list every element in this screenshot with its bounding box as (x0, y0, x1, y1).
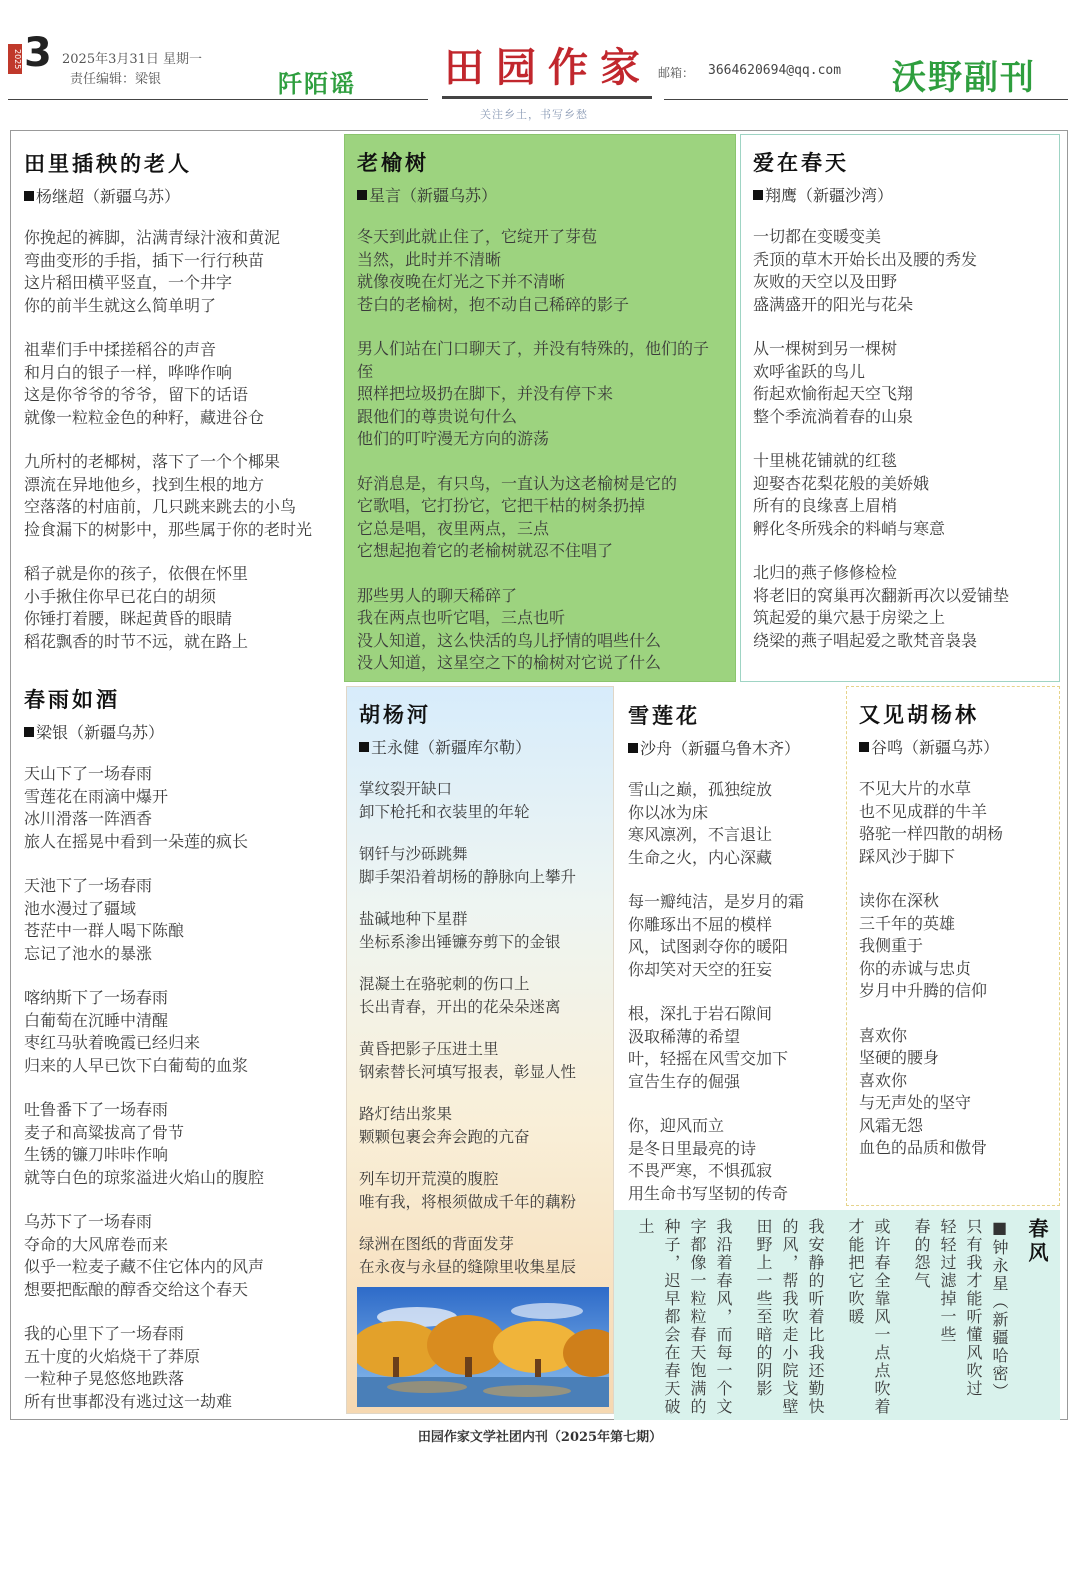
poem-line: 喜欢你 (859, 1025, 908, 1045)
stanza (24, 1211, 332, 1301)
poem-line: 它歌唱，它打扮它，它把干枯的树条扔掉 (357, 496, 646, 515)
poem-chunyu-rujiu (12, 672, 344, 1420)
poem-youjian-huyanglin (846, 686, 1060, 1206)
poem-line: 乌苏下了一场春雨 (24, 1212, 153, 1231)
page-footer: 田园作家文学社团内刊（2025年第七期） (417, 1430, 663, 1445)
poem-author-text: 杨继超（新疆乌苏） (36, 187, 181, 206)
poem-line: 与无声处的坚守 (859, 1093, 972, 1112)
paper-slogan: 关注乡土，书写乡愁 (480, 108, 588, 121)
square-bullet-icon (357, 190, 367, 200)
poem-line: 你的赤诚与忠贞 (859, 958, 972, 978)
poem-author (359, 735, 601, 758)
poem-line: 列车切开荒漠的腹腔 (359, 1170, 499, 1188)
poem-line: 十里桃花铺就的红毯 (753, 451, 898, 470)
poem-line: 白葡萄在沉睡中清醒 (24, 1010, 169, 1030)
poem-title: 爱在春天 (753, 151, 849, 175)
stanza (359, 778, 601, 823)
poem-author-text: 沙舟（新疆乌鲁木齐） (640, 739, 801, 758)
poem-line: 没人知道，这星空之下的榆树对它说了什么 (357, 653, 662, 672)
poem-huyang-he (346, 686, 614, 1414)
poem-line: 字都像一粒粒春天饱满的 (688, 1218, 707, 1416)
poem-line: 汲取稀薄的希望 (628, 1026, 741, 1046)
poem-author-text: 谷鸣（新疆乌苏） (871, 738, 1000, 757)
poem-line: 小手揪住你早已花白的胡须 (24, 586, 217, 606)
square-bullet-icon (753, 190, 763, 200)
poem-line: 卸下枪托和衣装里的年轮 (359, 802, 530, 821)
poem-line: 绕梁的燕子唱起爱之歌梵音袅袅 (753, 630, 978, 650)
vertical-poem (634, 1218, 1052, 1414)
poem-line: 男人们站在门口聊天了，并没有特殊的，他们的子 (357, 339, 710, 358)
poem-line: 灰败的天空以及田野 (753, 272, 898, 291)
poem-title: 又见胡杨林 (859, 703, 979, 727)
poem-lao-yushu (344, 134, 736, 682)
stanza (628, 1115, 830, 1205)
stanza (357, 585, 723, 675)
poem-line: 雪莲花在雨滴中爆开 (24, 786, 169, 806)
poem-line: 苍白的老榆树，抱不动自己稀碎的影子 (357, 294, 630, 314)
poem-line: 田野上一些至暗的阴影 (754, 1218, 773, 1398)
poem-line: 骆驼一样四散的胡杨 (859, 824, 1004, 843)
stanza-gap (830, 1218, 840, 1414)
stanza (24, 1099, 332, 1189)
poem-line: 坚硬的腰身 (859, 1048, 940, 1067)
poem-line: 我在两点也听它唱，三点也听 (357, 608, 566, 627)
poem-line: 是冬日里最亮的诗 (628, 1138, 757, 1158)
page-number: 3 (24, 30, 52, 76)
poem-line: 好消息是，有只鸟，一直认为这老榆树是它的 (357, 473, 678, 493)
square-bullet-icon: ■ (990, 1218, 1009, 1239)
poem-line: 你雕琢出不屈的模样 (628, 914, 773, 934)
poem-line: 也不见成群的牛羊 (859, 801, 988, 821)
poem-line: 当然，此时并不清晰 (357, 249, 502, 269)
poem-line: 一粒种子晃悠悠地跌落 (24, 1369, 185, 1388)
stanza (859, 778, 1047, 868)
poem-line: 麦子和高粱拔高了骨节 (24, 1122, 185, 1142)
poem-line: 空落落的村庙前，几只跳来跳去的小鸟 (24, 497, 297, 516)
poem-line: 春的怨气 (912, 1218, 931, 1290)
stanza (24, 763, 332, 853)
stanza (24, 875, 332, 965)
poem-line: 漂流在异地他乡，找到生根的地方 (24, 474, 265, 494)
square-bullet-icon (628, 743, 638, 753)
poem-line: 所有的良缘喜上眉梢 (753, 496, 898, 515)
poem-author-text: 钟永星（新疆哈密） (990, 1239, 1009, 1401)
editor-credit: 责任编辑：梁银 (70, 72, 162, 87)
poem-line: 岁月中升腾的信仰 (859, 981, 988, 1000)
poem-author-text: 梁银（新疆乌苏） (36, 723, 165, 742)
title-underline (442, 96, 652, 99)
poem-line: 就等白色的琼浆溢进火焰山的腹腔 (24, 1167, 265, 1187)
poem-author (24, 184, 332, 207)
poem-line: 天池下了一场春雨 (24, 876, 153, 895)
poem-body (357, 226, 723, 675)
stanza (359, 843, 601, 888)
poem-line: 每一瓣纯洁，是岁月的霜 (628, 892, 805, 911)
poem-line: 夺命的大风席卷而来 (24, 1234, 169, 1254)
poem-line: 掌纹裂开缺口 (359, 780, 453, 798)
poem-author (859, 735, 1047, 758)
poem-line: 盐碱地种下星群 (359, 910, 468, 928)
poem-title: 雪莲花 (628, 704, 700, 728)
stanza (359, 973, 601, 1018)
poem-line: 苍茫中一群人喝下陈酿 (24, 921, 185, 940)
stanza (359, 1103, 601, 1148)
poem-line: 吐鲁番下了一场春雨 (24, 1100, 169, 1119)
poem-line: 一切都在变暖变美 (753, 227, 882, 246)
poem-title: 春雨如酒 (24, 688, 120, 712)
email-label: 邮箱： (658, 66, 695, 80)
poem-body (359, 778, 601, 1278)
poem-line: 迎娶杏花梨花般的美娇娥 (753, 473, 930, 493)
email-address[interactable]: 3664620694@qq.com (708, 63, 842, 78)
poem-body (859, 778, 1047, 1160)
poem-title: 田里插秧的老人 (24, 152, 192, 176)
poem-line: 我的心里下了一场春雨 (24, 1324, 185, 1343)
poem-line: 钢索替长河填写报表，彰显人性 (359, 1062, 577, 1081)
poem-line: 所有世事都没有逃过这一劫难 (24, 1391, 233, 1411)
stanza (24, 563, 332, 653)
stanza (24, 339, 332, 429)
poem-line: 混凝土在骆驼刺的伤口上 (359, 975, 530, 993)
poem-line: 没人知道，这么快活的鸟儿抒情的唱些什么 (357, 630, 662, 650)
issue-date: 2025年3月31日 星期一 (62, 52, 203, 67)
poem-line: 冰川滑落一阵酒香 (24, 809, 153, 828)
poem-title: 春风 (1025, 1218, 1049, 1266)
poem-line: 五十度的火焰烧干了莽原 (24, 1346, 201, 1366)
poem-line: 这片稻田横平竖直，一个井字 (24, 273, 233, 292)
stanza (359, 1233, 601, 1278)
stanza (753, 338, 1047, 428)
poem-line: 喜欢你 (859, 1070, 908, 1090)
poem-xuelian-hua (616, 688, 842, 1208)
poem-line: 你锤打着腰，眯起黄昏的眼睛 (24, 609, 233, 628)
poem-author-text: 王永健（新疆库尔勒） (371, 738, 532, 757)
poem-ai-zai-chuntian (740, 134, 1060, 682)
poem-line: 你却笑对天空的狂妄 (628, 959, 773, 979)
poem-line: 秃顶的草木开始长出及腰的秀发 (753, 249, 978, 269)
stanza (628, 779, 830, 869)
poem-author (628, 736, 830, 759)
poem-line: 似乎一粒麦子藏不住它体内的风声 (24, 1257, 265, 1276)
poem-line: 血色的品质和傲骨 (859, 1138, 988, 1157)
poem-line: 黄昏把影子压进土里 (359, 1040, 499, 1058)
square-bullet-icon (359, 742, 369, 752)
poem-line: 将老旧的窝巢再次翻新再次以爱铺垫 (753, 585, 1010, 605)
poem-line: 风，试图剥夺你的暖阳 (628, 937, 789, 956)
stanza (24, 227, 332, 317)
poem-line: 孵化冬所残余的料峭与寒意 (753, 518, 946, 538)
poem-line: 枣红马驮着晚霞已经归来 (24, 1033, 201, 1052)
poem-line: 稻子就是你的孩子，依偎在怀里 (24, 564, 249, 583)
poem-line: 我沿着春风，而每一个文 (714, 1218, 733, 1416)
poem-line: 颗颗包裹会奔会跑的亢奋 (359, 1127, 530, 1146)
square-bullet-icon (24, 727, 34, 737)
poem-line: 三千年的英雄 (859, 913, 956, 933)
poem-body (24, 227, 332, 653)
poem-line: 叶，轻摇在风雪交加下 (628, 1049, 789, 1068)
column-brand: 阡陌谣 (278, 69, 356, 98)
poem-line: 土 (636, 1218, 655, 1236)
stanza (359, 908, 601, 953)
poem-line: 你的前半生就这么简单明了 (24, 295, 217, 315)
stanza (753, 562, 1047, 652)
poem-author-text: 翔鹰（新疆沙湾） (765, 186, 894, 205)
stanza-gap (896, 1218, 906, 1414)
stanza (359, 1038, 601, 1083)
poem-line: 北归的燕子修修检检 (753, 563, 898, 582)
poem-line: 雪山之巅，孤独绽放 (628, 780, 773, 799)
poem-author (24, 720, 332, 743)
poem-line: 就像夜晚在灯光之下并不清晰 (357, 272, 566, 291)
poem-line: 脚手架沿着胡杨的静脉向上攀升 (359, 867, 577, 886)
poem-body (628, 779, 830, 1205)
poem-title: 胡杨河 (359, 703, 431, 727)
poem-line: 筑起爱的巢穴悬于房梁之上 (753, 608, 946, 627)
poem-line: 归来的人早已饮下白葡萄的血浆 (24, 1055, 249, 1075)
poem-line: 我侧重于 (859, 936, 924, 955)
poem-line: 喀纳斯下了一场春雨 (24, 988, 169, 1007)
poem-line: 踩风沙于脚下 (859, 846, 956, 866)
stanza (24, 987, 332, 1077)
poem-line: 长出青春，开出的花朵朵迷离 (359, 997, 561, 1016)
supplement-title: 沃野副刊 (892, 58, 1036, 98)
poem-line: 坐标系渗出锤镰夯剪下的金银 (359, 932, 561, 951)
poem-line: 天山下了一场春雨 (24, 764, 153, 783)
poem-line: 这是你爷爷的爷爷，留下的话语 (24, 385, 249, 404)
poem-line: 他们的叮咛漫无方向的游荡 (357, 429, 550, 448)
poem-line: 想要把酝酿的醇香交给这个春天 (24, 1279, 249, 1299)
poem-line: 你，迎风而立 (628, 1116, 725, 1135)
poem-line: 和月白的银子一样，哗哗作响 (24, 362, 233, 382)
poplar-forest-photo (357, 1287, 609, 1407)
poem-line: 整个季流淌着春的山泉 (753, 406, 914, 426)
poem-line: 种子，迟早都会在春天破 (662, 1218, 681, 1416)
poem-line: 风霜无怨 (859, 1115, 924, 1135)
poem-line: 在永夜与永昼的缝隙里收集星辰 (359, 1257, 577, 1276)
poem-line: 只有我才能听懂风吹过 (964, 1218, 983, 1398)
poem-line: 衔起欢愉衔起天空飞翔 (753, 384, 914, 403)
poem-line: 你挽起的裤脚，沾满青绿汁液和黄泥 (24, 228, 281, 247)
poem-line: 钢钎与沙砾跳舞 (359, 845, 468, 863)
paper-title: 田园作家 (444, 44, 652, 91)
poem-line: 你以冰为床 (628, 802, 709, 822)
poem-line: 我安静的听着比我还勤快 (806, 1218, 825, 1416)
poem-body (24, 763, 332, 1413)
poem-body (753, 226, 1047, 652)
stanza (357, 226, 723, 316)
poem-line: 生锈的镰刀咔咔作响 (24, 1145, 169, 1164)
stanza (24, 1323, 332, 1413)
poem-title: 老榆树 (357, 151, 429, 175)
stanza (628, 1003, 830, 1093)
poem-line: 九所村的老椰树，落下了一个个椰果 (24, 452, 281, 471)
poem-line: 捡食漏下的树影中，那些属于你的老时光 (24, 519, 313, 539)
poem-author-text: 星言（新疆乌苏） (369, 186, 498, 205)
poem-line: 侄 (357, 361, 374, 381)
issue-tag: 2025 (8, 44, 22, 74)
poem-line: 池水漫过了疆域 (24, 898, 137, 918)
masthead (0, 0, 1080, 125)
header-rule-right (664, 99, 1068, 100)
square-bullet-icon (859, 742, 869, 752)
header-rule-left (8, 99, 428, 100)
poem-line: 照样把垃圾扔在脚下，并没有停下来 (357, 384, 614, 403)
poem-line: 祖辈们手中揉搓稻谷的声音 (24, 340, 217, 359)
stanza (753, 226, 1047, 316)
poem-line: 才能把它吹暖 (846, 1218, 865, 1326)
poem-author (357, 183, 723, 206)
poem-line: 的风，帮我吹走小院戈壁 (780, 1218, 799, 1416)
stanza (753, 450, 1047, 540)
poem-line: 寒风凛冽，不言退让 (628, 825, 773, 844)
square-bullet-icon (24, 191, 34, 201)
stanza (357, 338, 723, 451)
poem-line: 从一棵树到另一棵树 (753, 339, 898, 358)
poem-tianli-chayang (12, 136, 344, 664)
stanza-gap (738, 1218, 748, 1414)
poem-line: 轻轻过滤掉一些 (938, 1218, 957, 1344)
poem-line: 就像一粒粒金色的种籽，藏进谷仓 (24, 407, 265, 427)
stanza (359, 1168, 601, 1213)
poem-line: 不见大片的水草 (859, 779, 972, 798)
poem-line: 路灯结出浆果 (359, 1105, 453, 1123)
poem-line: 那些男人的聊天稀碎了 (357, 585, 518, 605)
poem-line: 弯曲变形的手指，插下一行行秧苗 (24, 250, 265, 270)
poem-chunfeng (614, 1210, 1060, 1420)
poem-line: 用生命书写坚韧的传奇 (628, 1183, 789, 1203)
stanza (628, 891, 830, 981)
poem-line: 它总是唱，夜里两点，三点 (357, 518, 550, 538)
stanza (24, 451, 332, 541)
poem-line: 生命之火，内心深藏 (628, 847, 773, 867)
poem-line: 不畏严寒，不惧孤寂 (628, 1161, 773, 1180)
poem-line: 根，深扎于岩石隙间 (628, 1004, 773, 1023)
poem-line: 它想起抱着它的老榆树就忍不住唱了 (357, 541, 614, 560)
poem-line: 跟他们的尊贵说句什么 (357, 406, 518, 426)
stanza (859, 890, 1047, 1003)
poem-line: 唯有我，将根须做成千年的藕粉 (359, 1192, 577, 1211)
poem-line: 宣告生存的倔强 (628, 1071, 741, 1091)
stanza (357, 473, 723, 563)
poem-author (988, 1218, 1011, 1414)
poem-line: 冬天到此就止住了，它绽开了芽苞 (357, 227, 598, 246)
stanza (859, 1025, 1047, 1160)
poem-author (753, 183, 1047, 206)
poem-line: 稻花飘香的时节不远，就在路上 (24, 631, 249, 651)
poem-line: 忘记了池水的暴涨 (24, 943, 153, 963)
poem-line: 读你在深秋 (859, 891, 940, 910)
poem-line: 绿洲在图纸的背面发芽 (359, 1235, 515, 1253)
poem-line: 盛满盛开的阳光与花朵 (753, 294, 914, 314)
poplar-forest-illustration (357, 1287, 609, 1407)
poem-line: 旅人在摇晃中看到一朵莲的疯长 (24, 831, 249, 851)
poem-line: 或许春全靠风一点点吹着 (872, 1218, 891, 1416)
poem-line: 欢呼雀跃的鸟儿 (753, 361, 866, 381)
